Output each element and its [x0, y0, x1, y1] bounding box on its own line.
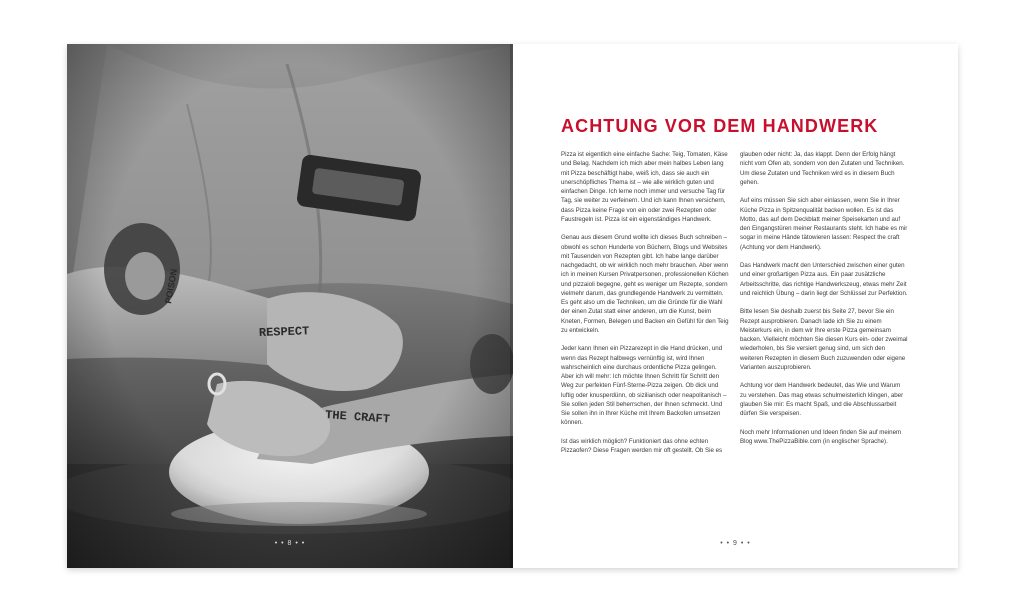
paragraph: Noch mehr Informationen und Ideen finden Sie auf meinem Blog www.ThePizzaBible.com (in englischer Sprache).: [740, 428, 902, 445]
text-page: [513, 44, 958, 568]
paragraph: Pizza ist eigentlich eine einfache Sache: Teig, Tomaten, Käse und Belag. Nachdem ich mich aber mein halbes Leben lang mit Pizza beschäftigt habe, weiß ich, dass sie auch ein unerschöpfliches Thema ist – wie alle wirklich guten und einfachen Dinge. Ich lerne noch immer und versuche Tag für Tag, sie weiter zu verfeinern. Und ich kann Ihnen versichern, dass Pizza keine Frage von ein oder zwei Rezepten oder Faustregeln ist. Pizza ist ein eigenständiges Handwerk.: [561, 151, 728, 223]
page-number-right: • • 9 • •: [720, 540, 751, 547]
hands-kneading-dough-photo: [67, 44, 513, 568]
paragraph: Achtung vor dem Handwerk bedeutet, das Wie und Warum zu verstehen. Das mag etwas schulmeisterlich klingen, aber glauben Sie mir: Es macht Spaß, und die Abschlussarbeit dürfen Sie verspeisen.: [740, 382, 904, 417]
left-text-column: [561, 150, 729, 465]
paragraph: glauben oder nicht: Ja, das klappt. Denn der Erfolg hängt nicht vom Ofen ab, sondern von den Zutaten und Techniken. Um diese Zutaten und Techniken wird es in diesem Buch gehen.: [740, 151, 905, 186]
right-text-column: [740, 150, 908, 455]
paragraph: Das Handwerk macht den Unterschied zwischen einer guten und einer großartigen Pizza aus. Ein paar zusätzliche Arbeitsschritte, das richtige Handwerkszeug, etwas mehr Zeit und reichlich Übung – darin liegt der Schlüssel zur Perfektion.: [740, 262, 908, 297]
paragraph: Auf eins müssen Sie sich aber einlassen, wenn Sie in Ihrer Küche Pizza in Spitzenqualität backen wollen. Es ist das Motto, das auf dem Deckblatt meiner Speisekarten und auf den Eingangstüren meiner Restaurants steht. Ich habe es mir sogar in meine Hände tätowieren lassen: Respect the craft (Achtung vor dem Handwerk).: [740, 197, 908, 251]
book-spread: [67, 44, 958, 568]
photo-page: [67, 44, 513, 568]
paragraph: Ist das wirklich möglich? Funktioniert das ohne echten Pizzaofen? Diese Fragen werden mir oft gestellt. Ob Sie es: [561, 437, 723, 454]
paragraph: Genau aus diesem Grund wollte ich dieses Buch schreiben – obwohl es schon Hunderte von Büchern, Blogs und Websites mit Tausenden von Rezepten gibt. Ich habe lange darüber nachgedacht, ob wir wirklich noch mehr brauchen. Aber wenn ich in meinen Kursen Privatpersonen, professionellen Köchen und pizzaioli begegne, geht es weniger um Rezepte, sondern vielmehr darum, das grundlegende Handwerk zu vermitteln. Es geht also um die Techniken, um die Gründe für die Wahl der einen Zutat statt einer anderen, um die Kunst, beim Kneten, Formen, Belegen und Backen ein Gefühl für den Teig zu entwickeln.: [561, 234, 729, 334]
page-number-left: • • 8 • •: [274, 540, 306, 547]
paragraph: Bitte lesen Sie deshalb zuerst bis Seite 27, bevor Sie ein Rezept ausprobieren. Danach lade ich Sie zu einem Meisterkurs ein, in dem wir Ihre erste Pizza gemeinsam backen. Vielleicht möchten Sie diesen Kurs ein- oder zweimal wiederholen, bis Sie versiert genug sind, um sich den weiteren Rezepten in diesem Buch zuzuwenden oder eigene Varianten auszuprobieren.: [740, 308, 908, 371]
chapter-heading: ACHTUNG VOR DEM HANDWERK: [561, 116, 879, 136]
paragraph: Jeder kann Ihnen ein Pizzarezept in die Hand drücken, und wenn das Rezept halbwegs vernünftig ist, wird Ihnen wahrscheinlich eine durchaus ordentliche Pizza gelingen. Aber ich will mehr: Ich möchte Ihnen Schritt für Schritt den Weg zur perfekten Fünf-Sterne-Pizza zeigen. Ob dick und luftig oder knusperdünn, ob sizilianisch oder neapolitanisch – Sie sollen jeden Stil beherrschen, der Ihnen schmeckt. Und Sie sollen ihn in Ihrer Küche mit Ihrem Backofen umsetzen können.: [561, 345, 727, 427]
